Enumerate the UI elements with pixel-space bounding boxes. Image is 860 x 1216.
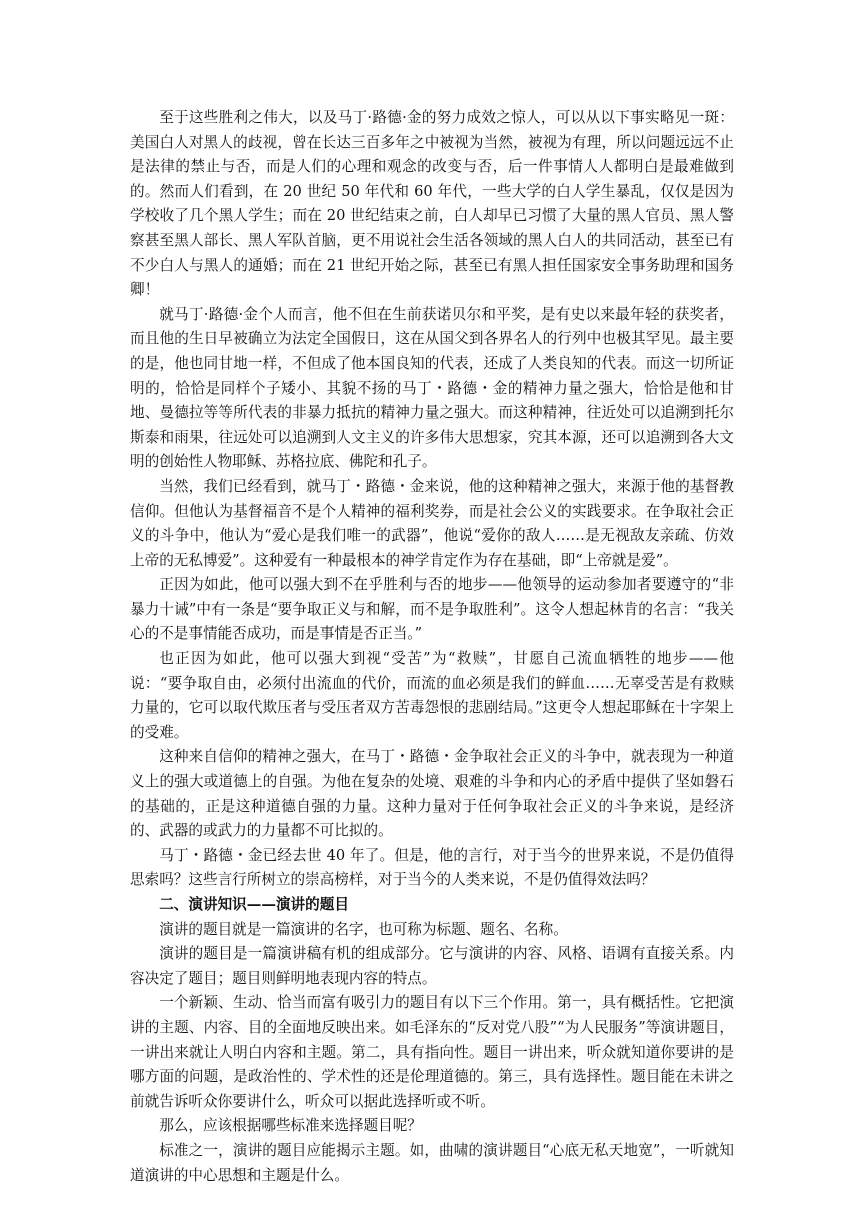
paragraph: 那么，应该根据哪些标准来选择题目呢？ (159, 1117, 422, 1135)
paragraph: 一个新颖、生动、恰当而富有吸引力的题目有以下三个作用。第一，具有概括性。它把演讲的主题、内容、目的全面地反映出来。如毛泽东的“反对党八股”“为人民服务”等演讲题目，一讲出来就让人明白内容和主题。第二，具有指向性。题目一讲出来，听众就知道你要讲的是哪方面的问题，是政治性的、学术性的还是伦理道德的。第三，具有选择性。题目能在未讲之前就告诉听众你要讲什么，听众可以据此选择听或不听。 (130, 994, 734, 1110)
paragraph: 至于这些胜利之伟大，以及马丁·路德·金的努力成效之惊人，可以从以下事实略见一斑：美国白人对黑人的歧视，曾在长达三百多年之中被视为当然，被视为有理，所以问题远远不止是法律的禁止与否，而是人们的心理和观念的改变与否，后一件事情人人都明白是最难做到的。然而人们看到，在 20 世纪 50 年代和 60 年代，一些大学的白人学生暴乱，仅仅是因为学校收了几个黑人学生；而在 20 世纪结束之前，白人却早已习惯了大量的黑人官员、黑人警察甚至黑人部长、黑人军队首脑，更不用说社会生活各领域的黑人白人的共同活动，甚至已有不少白人与黑人的通婚；而在 21 世纪开始之际，甚至已有黑人担任国家安全事务助理和国务卿！ (130, 109, 734, 299)
paragraph: 马丁・路德・金已经去世 40 年了。但是，他的言行，对于当今的世界来说，不是仍值得思索吗？这些言行所树立的崇高榜样，对于当今的人类来说，不是仍值得效法吗？ (130, 846, 734, 889)
paragraph: 也正因为如此，他可以强大到视“受苦”为“救赎”，甘愿自己流血牺牲的地步——他说：“要争取自由，必须付出流血的代价，而流的血必须是我们的鲜血……无辜受苦是有救赎力量的，它可以取代欺压者与受压者双方苦毒怨恨的悲剧结局。”这更令人想起耶稣在十字架上的受难。 (130, 650, 734, 741)
paragraph: 这种来自信仰的精神之强大，在马丁・路德・金争取社会正义的斗争中，就表现为一种道义上的强大或道德上的自强。为他在复杂的处境、艰难的斗争和内心的矛盾中提供了坚如磐石的基础的，正是这种道德自强的力量。这种力量对于任何争取社会正义的斗争来说，是经济的、武器的或武力的力量都不可比拟的。 (130, 748, 734, 840)
paragraph: 当然，我们已经看到，就马丁・路德・金来说，他的这种精神之强大，来源于他的基督教信仰。但他认为基督福音不是个人精神的福利奖券，而是社会公义的实践要求。在争取社会正义的斗争中，他认为“爱心是我们唯一的武器”，他说“爱你的敌人……是无视敌友亲疏、仿效上帝的无私博爱”。这种爱有一种最根本的神学肯定作为存在基础，即“上帝就是爱”。 (130, 477, 734, 569)
paragraph: 就马丁·路德·金个人而言，他不但在生前获诺贝尔和平奖，是有史以来最年轻的获奖者，而且他的生日早被确立为法定全国假日，这在从国父到各界名人的行列中也极其罕见。最主要的是，他也同甘地一样，不但成了他本国良知的代表，还成了人类良知的代表。而这一切所证明的，恰恰是同样个子矮小、其貌不扬的马丁・路德・金的精神力量之强大，恰恰是他和甘地、曼德拉等等所代表的非暴力抵抗的精神力量之强大。而这种精神，往近处可以追溯到托尔斯泰和雨果，往远处可以追溯到人文主义的许多伟大思想家，究其本源，还可以追溯到各大文明的创始性人物耶稣、苏格拉底、佛陀和孔子。 (130, 305, 734, 471)
paragraph: 正因为如此，他可以强大到不在乎胜利与否的地步——他领导的运动参加者要遵守的“非暴力十诫”中有一条是“要争取正义与和解，而不是争取胜利”。这令人想起林肯的名言：“我关心的不是事情能否成功，而是事情是否正当。” (130, 576, 734, 643)
document-body (130, 106, 734, 1188)
section-heading: 二、演讲知识——演讲的题目 (159, 896, 349, 913)
paragraph: 演讲的题目是一篇演讲稿有机的组成部分。它与演讲的内容、风格、语调有直接关系。内容决定了题目；题目则鲜明地表现内容的特点。 (130, 945, 734, 987)
paragraph: 标准之一，演讲的题目应能揭示主题。如，曲啸的演讲题目“心底无私天地宽”，一听就知道演讲的中心思想和主题是什么。 (130, 1141, 734, 1184)
paragraph: 演讲的题目就是一篇演讲的名字，也可称为标题、题名、名称。 (159, 920, 568, 938)
